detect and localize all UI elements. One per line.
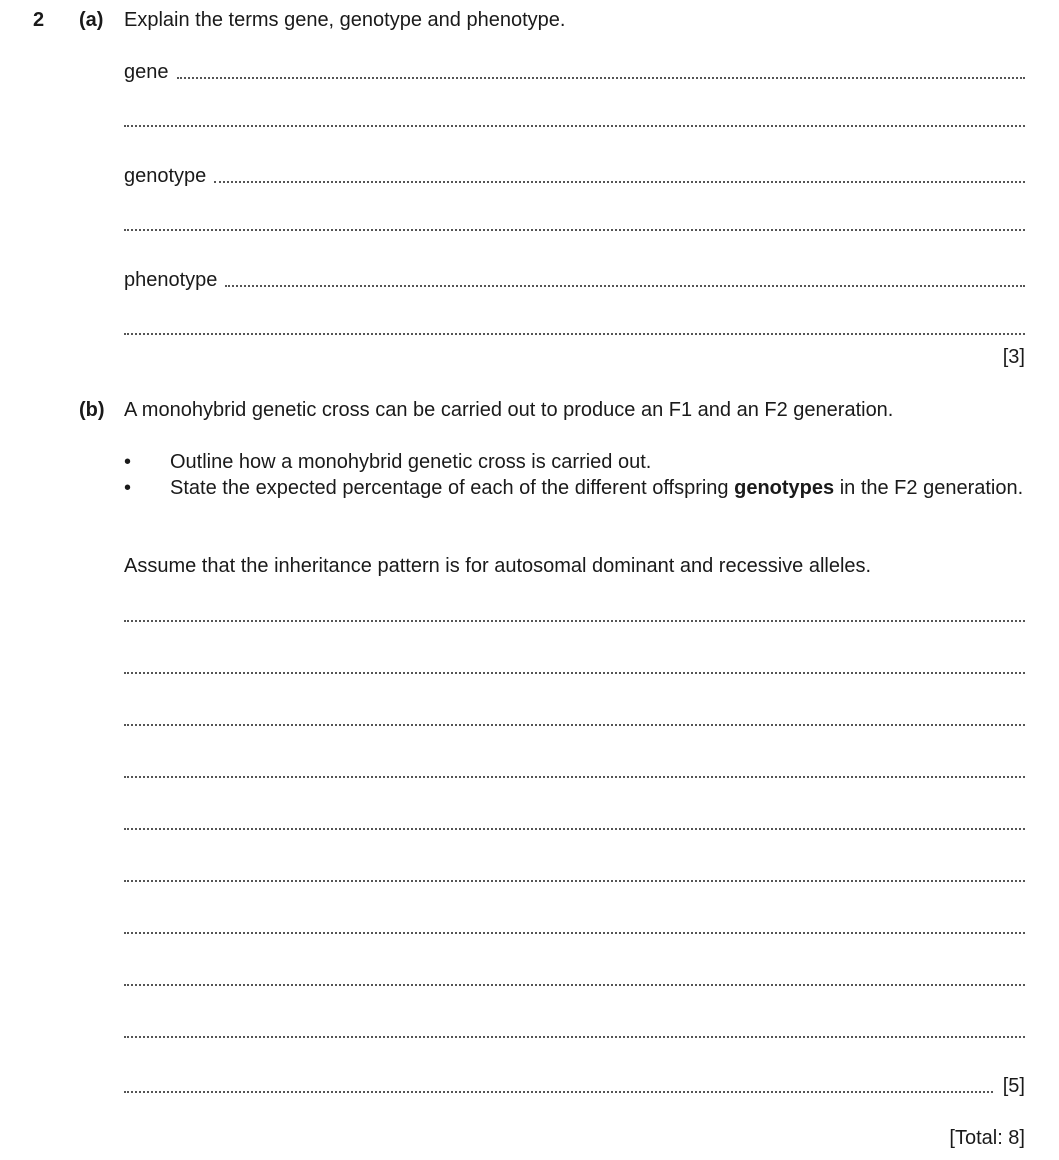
answer-line-genotype[interactable] <box>124 164 1025 188</box>
term-phenotype-label: phenotype <box>124 269 218 291</box>
part-a-label: (a) <box>79 9 104 31</box>
answer-line[interactable] <box>124 229 1025 231</box>
answer-line-final[interactable] <box>124 1074 1025 1098</box>
bullet-state-percentage <box>170 475 1025 501</box>
part-b-assumption: Assume that the inheritance pattern is for autosomal dominant and recessive alleles. <box>124 555 872 577</box>
answer-line[interactable] <box>124 984 1025 986</box>
term-genotype-label: genotype <box>124 165 207 187</box>
part-a-prompt: Explain the terms gene, genotype and phenotype. <box>124 9 566 31</box>
bullet-outline-cross: Outline how a monohybrid genetic cross is carried out. <box>170 451 652 473</box>
dotted-rule <box>124 1091 993 1093</box>
term-gene-label: gene <box>124 61 169 83</box>
answer-line[interactable] <box>124 1036 1025 1038</box>
answer-line[interactable] <box>124 620 1025 622</box>
answer-line[interactable] <box>124 125 1025 127</box>
dotted-rule <box>225 285 1025 287</box>
answer-line-gene[interactable] <box>124 60 1025 84</box>
question-number: 2 <box>33 9 45 31</box>
dotted-rule <box>177 77 1026 79</box>
answer-line[interactable] <box>124 828 1025 830</box>
bullet-text-part: State the expected percentage of each of the different offspring <box>170 477 735 499</box>
answer-line[interactable] <box>124 333 1025 335</box>
answer-line[interactable] <box>124 776 1025 778</box>
answer-line[interactable] <box>124 724 1025 726</box>
answer-line[interactable] <box>124 880 1025 882</box>
part-b-marks: [5] <box>1002 1075 1025 1097</box>
answer-line[interactable] <box>124 672 1025 674</box>
dotted-rule <box>214 181 1025 183</box>
answer-line-phenotype[interactable] <box>124 268 1025 292</box>
bold-keyword-genotypes: genotypes <box>734 477 835 499</box>
answer-line[interactable] <box>124 932 1025 934</box>
total-marks: [Total: 8] <box>949 1127 1025 1149</box>
part-a-marks: [3] <box>1002 346 1025 368</box>
part-b-prompt: A monohybrid genetic cross can be carried out to produce an F1 and an F2 generation. <box>124 399 894 421</box>
part-b-label: (b) <box>79 399 105 421</box>
bullet-marker: • <box>124 477 132 499</box>
bullet-text-part: in the F2 generation. <box>834 477 1024 499</box>
bullet-marker: • <box>124 451 132 473</box>
